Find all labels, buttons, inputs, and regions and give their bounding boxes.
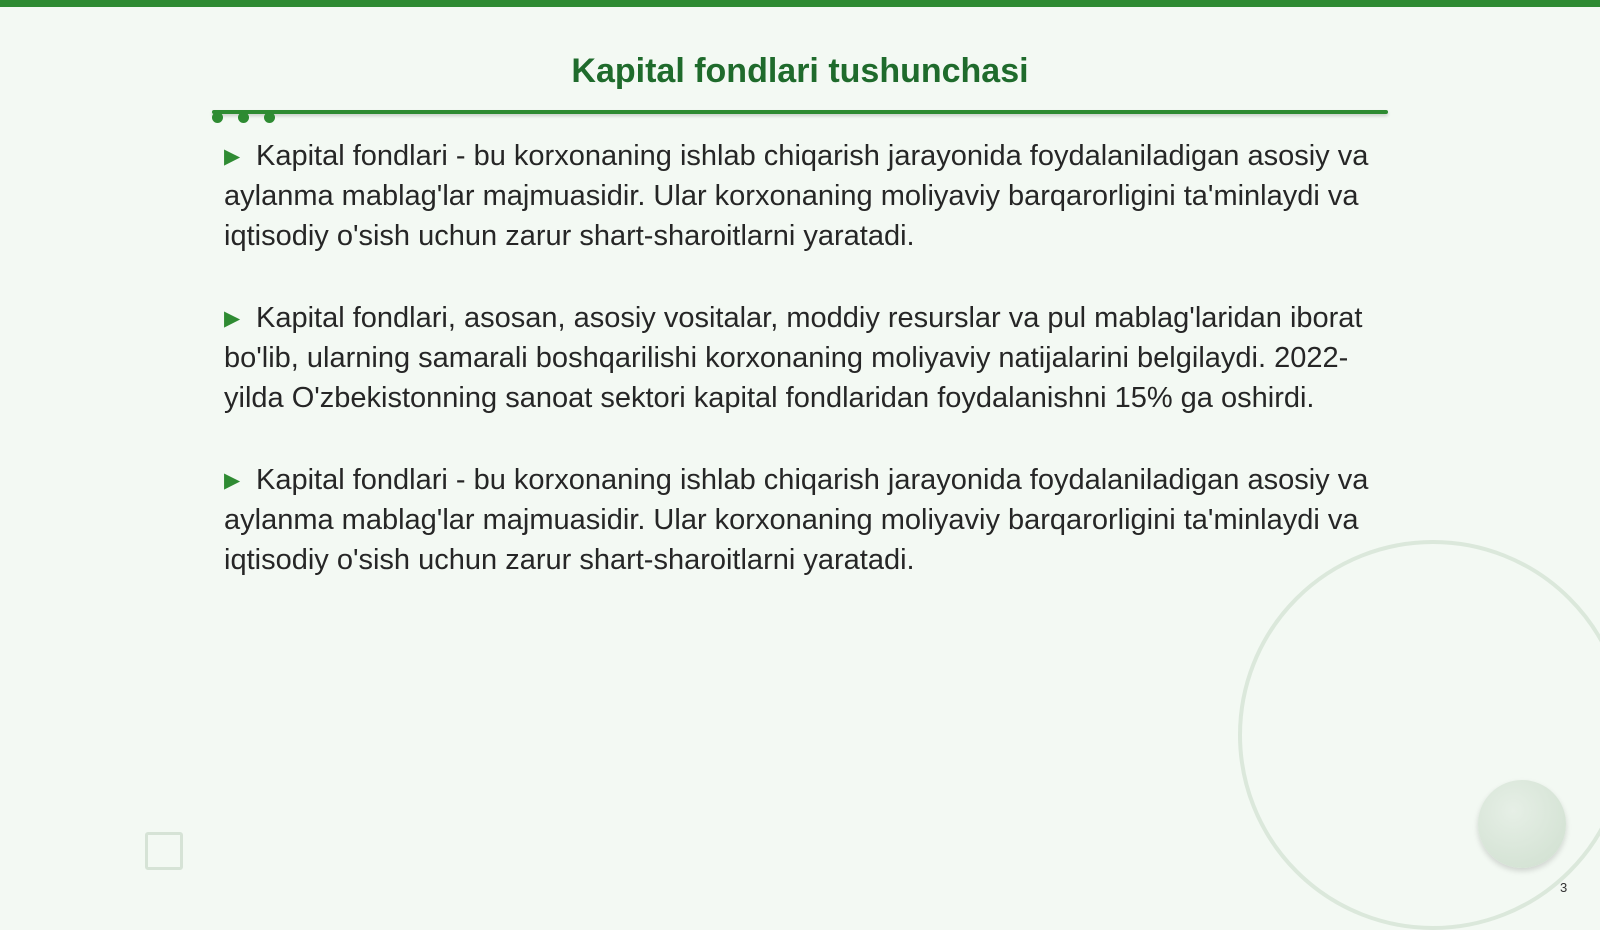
slide-title: Kapital fondlari tushunchasi xyxy=(571,52,1029,90)
decorative-ring xyxy=(1238,540,1600,930)
bullet-list xyxy=(224,136,1374,622)
triangle-right-icon: ▶ xyxy=(224,144,241,168)
bullet-text: Kapital fondlari, asosan, asosiy vositalar, moddiy resurslar va pul mablag'laridan iborat bo'lib, ularning samarali boshqarilishi korxonaning moliyaviy natijalarini belgilaydi. 2022-yilda O'zbekistonning sanoat sektori kapital fondlaridan foydalanishni 15% ga oshirdi. xyxy=(224,302,1363,414)
decorative-circle xyxy=(1478,780,1566,868)
title-underline xyxy=(212,110,1388,114)
top-accent-bar xyxy=(0,0,1600,7)
bullet-paragraph xyxy=(224,298,1374,418)
triangle-right-icon: ▶ xyxy=(224,468,241,492)
bullet-text: Kapital fondlari - bu korxonaning ishlab chiqarish jarayonida foydalaniladigan asosiy va aylanma mablag'lar majmuasidir. Ular korxonaning moliyaviy barqarorligini ta'minlaydi va iqtisodiy o'sish uchun zarur shart-sharoitlarni yaratadi. xyxy=(224,464,1369,576)
decorative-square xyxy=(145,832,183,870)
underline-dot xyxy=(264,112,275,123)
underline-dot xyxy=(238,112,249,123)
bullet-paragraph xyxy=(224,460,1374,580)
bullet-paragraph xyxy=(224,136,1374,256)
page-number: 3 xyxy=(1560,880,1568,895)
underline-dot xyxy=(212,112,223,123)
bullet-text: Kapital fondlari - bu korxonaning ishlab chiqarish jarayonida foydalaniladigan asosiy va aylanma mablag'lar majmuasidir. Ular korxonaning moliyaviy barqarorligini ta'minlaydi va iqtisodiy o'sish uchun zarur shart-sharoitlarni yaratadi. xyxy=(224,140,1369,252)
triangle-right-icon: ▶ xyxy=(224,306,241,330)
